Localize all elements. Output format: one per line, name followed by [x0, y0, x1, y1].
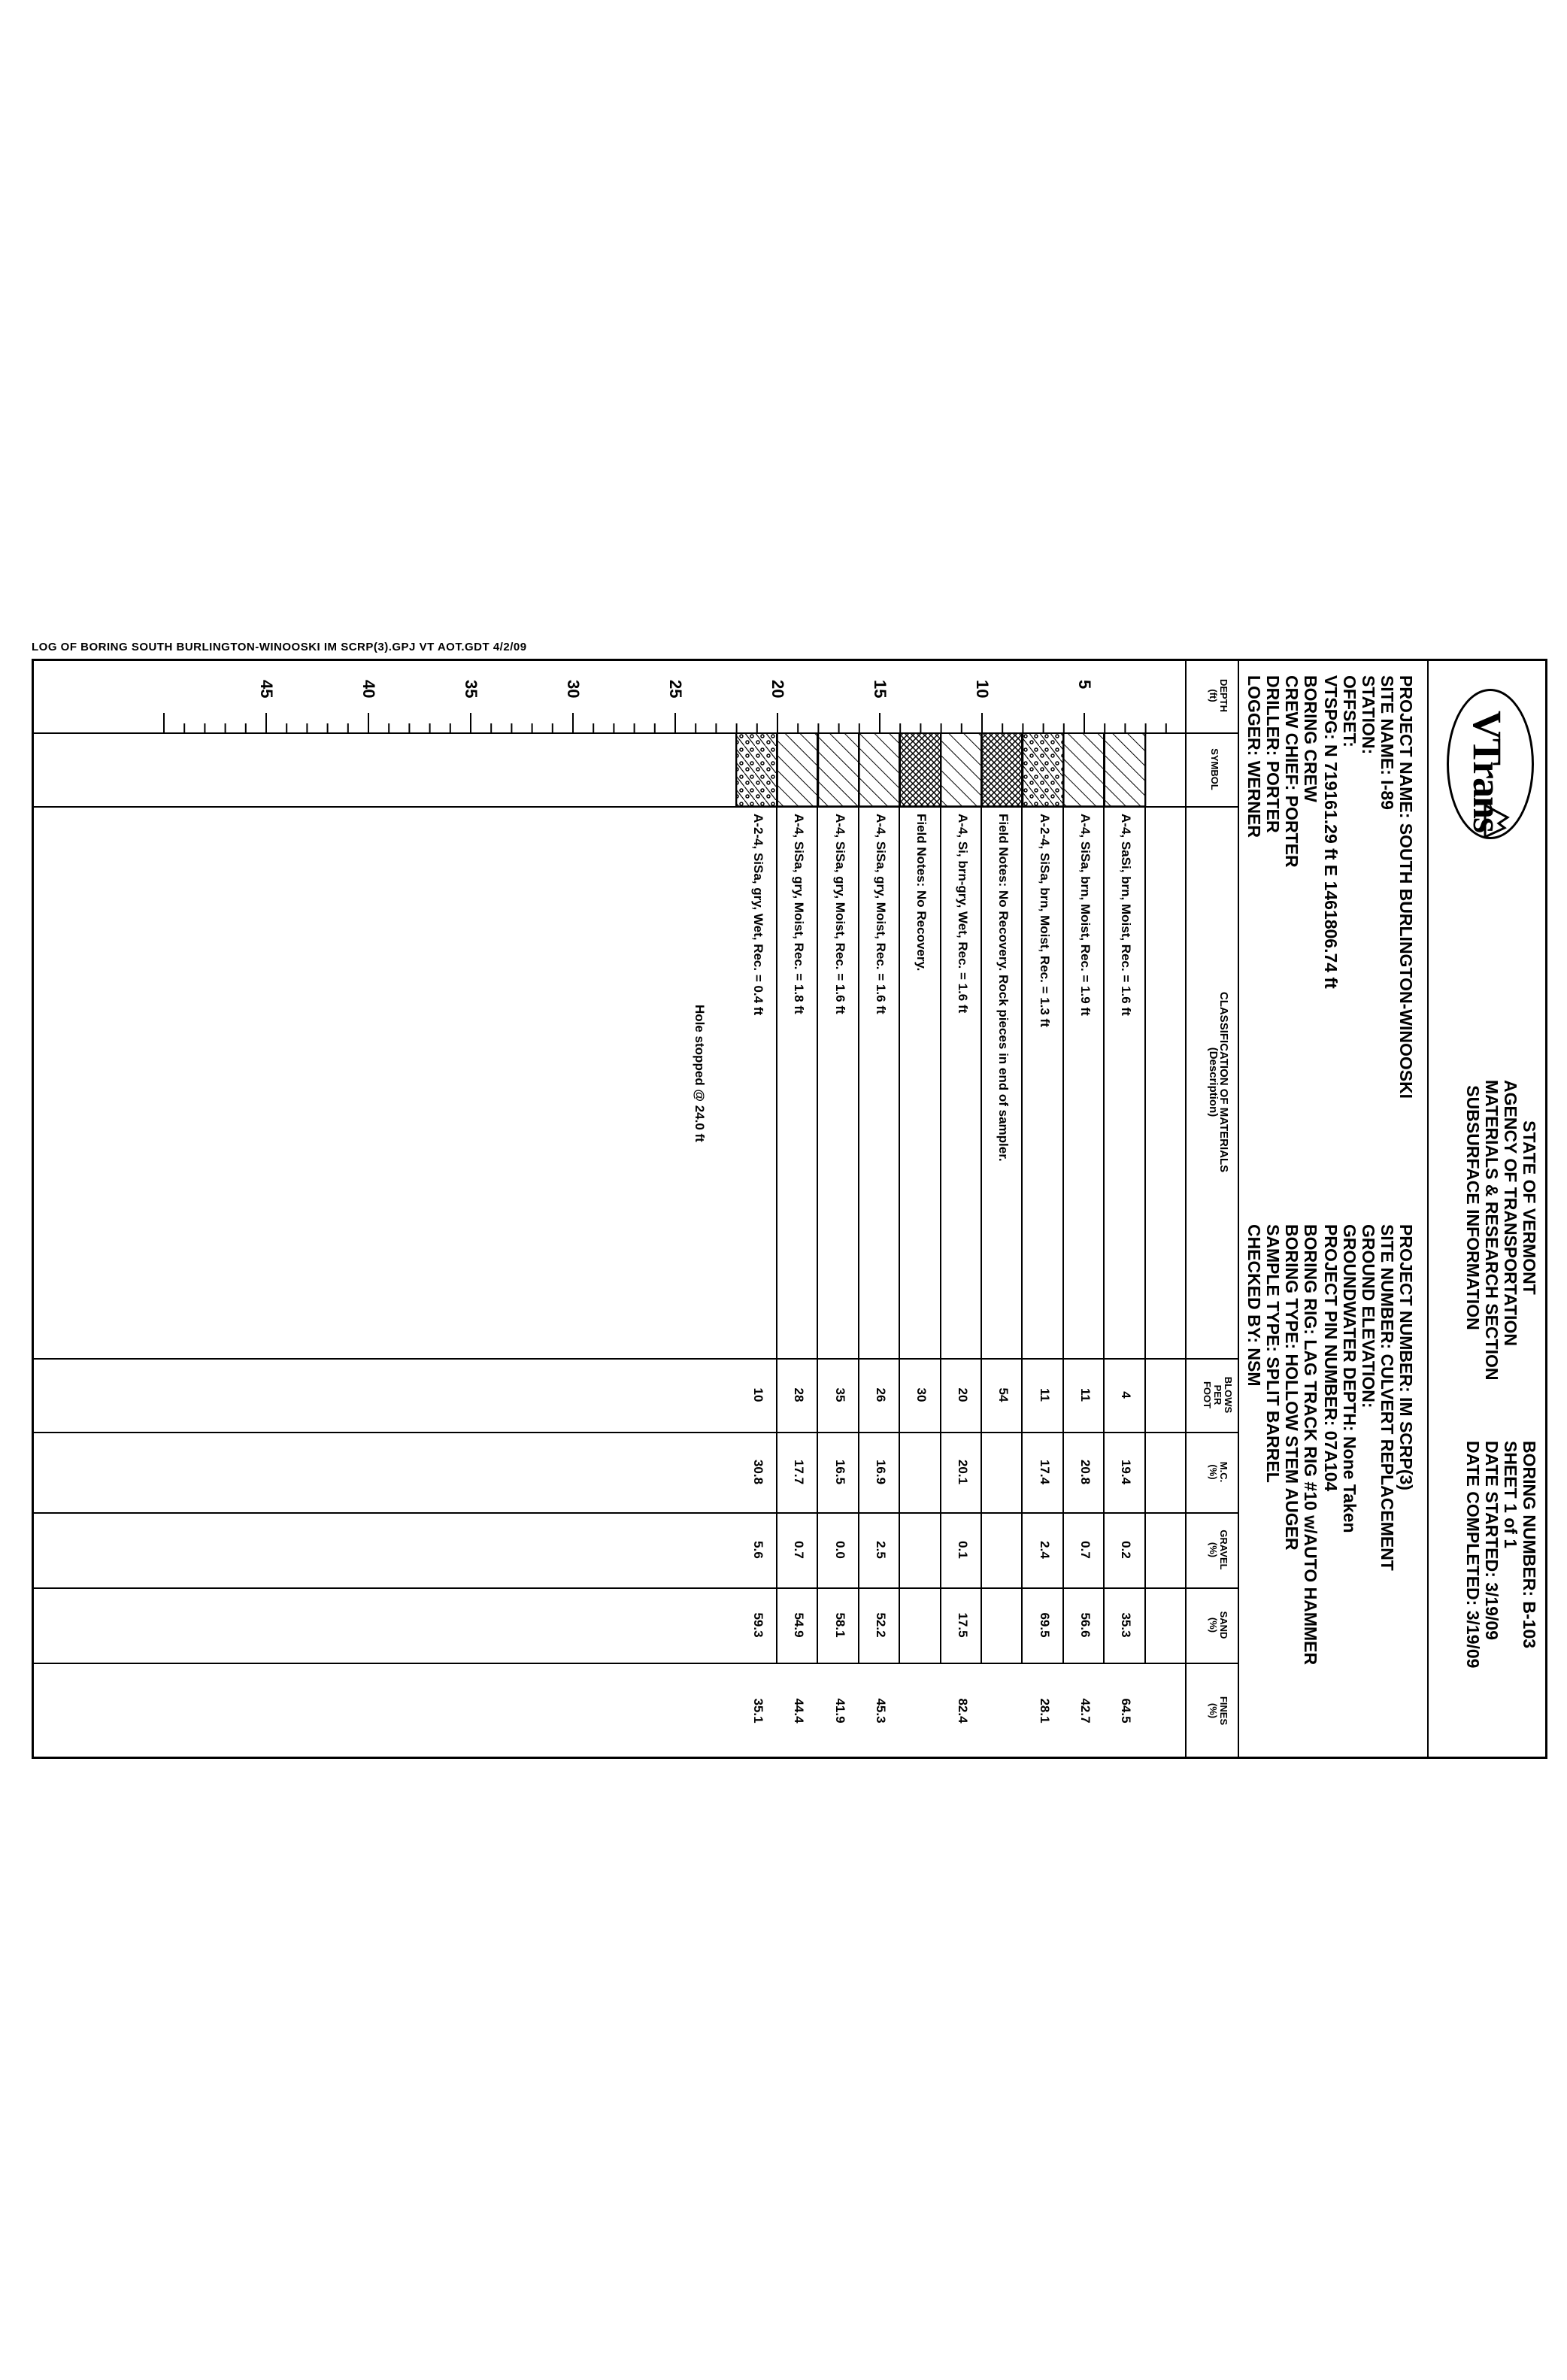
col-header-sand-unit: (%): [1208, 1617, 1219, 1633]
sample-description: Field Notes: No Recovery. Rock pieces in end of sampler.: [996, 814, 1011, 1162]
fines-percent: 82.4: [955, 1698, 970, 1724]
moisture-content: 16.5: [832, 1459, 847, 1485]
col-header-sand-label: SAND: [1218, 1611, 1229, 1639]
column-header-bottom: [1185, 659, 1187, 1759]
row-divider: [899, 732, 900, 1663]
col-divider-gravel: [32, 1587, 1239, 1589]
boring-rig: BORING RIG: LAG TRACK RIG #10 w/AUTO HAMMER: [1301, 1224, 1320, 1666]
sample-description: A-4, SiSa, gry, Moist, Rec. = 1.6 ft: [874, 814, 888, 1014]
sand-percent: 59.3: [750, 1612, 765, 1638]
gravel-percent: 0.0: [832, 1541, 847, 1559]
row-divider: [735, 732, 737, 806]
gravel-percent: 2.4: [1037, 1541, 1052, 1559]
row-divider: [981, 732, 982, 1663]
row-divider: [1021, 732, 1023, 1663]
fines-percent: 45.3: [874, 1698, 888, 1724]
gravel-percent: 0.1: [955, 1541, 970, 1559]
fines-percent: 44.4: [792, 1698, 807, 1724]
col-header-classification: [1208, 806, 1229, 1358]
col-header-sand: [1208, 1587, 1229, 1663]
project-name: PROJECT NAME: SOUTH BURLINGTON-WINOOSKI: [1396, 675, 1416, 1099]
row-divider: [940, 732, 941, 1663]
gravel-percent: 0.7: [1078, 1541, 1093, 1559]
row-divider: [817, 732, 818, 1663]
gravel-percent: 5.6: [750, 1541, 765, 1559]
logo-text: VTrans: [1465, 711, 1510, 832]
title-line: SUBSURFACE INFORMATION: [1463, 1085, 1483, 1330]
blows-per-foot: 4: [1119, 1391, 1134, 1399]
site-name: SITE NAME: I-89: [1378, 675, 1397, 810]
groundwater-depth: GROUNDWATER DEPTH: None Taken: [1340, 1224, 1359, 1533]
footer-stamp: LOG OF BORING SOUTH BURLINGTON-WINOOSKI IM SCRP(3).GPJ VT AOT.GDT 4/2/09: [32, 641, 527, 653]
offset: OFFSET:: [1340, 675, 1359, 747]
fines-percent: 41.9: [832, 1698, 847, 1724]
col-header-fines: [1208, 1663, 1229, 1759]
depth-tick-label: 40: [359, 680, 378, 699]
col-divider-sand: [32, 1663, 1239, 1664]
col-header-blows-l3: FOOT: [1202, 1381, 1213, 1409]
title-line: MATERIALS & RESEARCH SECTION: [1482, 1080, 1502, 1381]
col-header-depth-unit: (ft): [1208, 689, 1219, 702]
sand-percent: 56.6: [1078, 1612, 1093, 1638]
vtrans-logo: [1447, 689, 1534, 839]
date-started: DATE STARTED: 3/19/09: [1482, 1441, 1502, 1640]
col-header-mc-label: M.C.: [1218, 1461, 1229, 1483]
gravel-percent: 2.5: [874, 1541, 888, 1559]
fines-percent: 35.1: [750, 1698, 765, 1724]
moisture-content: 16.9: [874, 1459, 888, 1485]
col-divider-blows: [32, 1432, 1239, 1433]
depth-tick-label: 5: [1075, 680, 1094, 690]
project-info-left: [1244, 675, 1415, 1099]
soil-symbol: [982, 732, 1023, 806]
row-divider: [1062, 732, 1064, 1663]
col-header-gravel: [1208, 1512, 1229, 1587]
project-pin: PROJECT PIN NUMBER: 07A104: [1321, 1224, 1341, 1492]
blows-per-foot: 54: [996, 1387, 1011, 1402]
boring-log-sheet: [32, 659, 1547, 1759]
blows-per-foot: 10: [750, 1387, 765, 1402]
blows-per-foot: 20: [955, 1387, 970, 1402]
sand-percent: 35.3: [1119, 1612, 1134, 1638]
sample-description: A-4, SaSi, brn, Moist, Rec. = 1.6 ft: [1119, 814, 1134, 1016]
soil-symbol: [1105, 732, 1145, 806]
soil-symbol: [941, 732, 982, 806]
col-header-blows: [1202, 1358, 1233, 1432]
col-header-mc: [1208, 1432, 1229, 1512]
date-completed: DATE COMPLETED: 3/19/09: [1463, 1441, 1483, 1669]
col-header-depth-label: DEPTH: [1218, 678, 1229, 713]
boring-number: BORING NUMBER: B-103: [1520, 1441, 1539, 1649]
station: STATION:: [1359, 675, 1378, 755]
blows-per-foot: 35: [832, 1387, 847, 1402]
blows-per-foot: 28: [792, 1387, 807, 1402]
logger: LOGGER: WERNER: [1244, 675, 1264, 838]
hole-stopped-note: Hole stopped @ 24.0 ft: [692, 1005, 707, 1142]
header-divider: [1427, 659, 1429, 1759]
blows-per-foot: 30: [914, 1387, 929, 1402]
sheet-count: SHEET 1 of 1: [1501, 1441, 1520, 1549]
ground-elevation: GROUND ELEVATION:: [1359, 1224, 1378, 1408]
depth-tick-label: 30: [564, 680, 583, 699]
col-divider-symbol: [32, 806, 1239, 808]
title-line: AGENCY OF TRANSPORTATION: [1501, 1080, 1520, 1346]
boring-info: [1463, 1441, 1538, 1668]
col-header-fines-unit: (%): [1208, 1702, 1219, 1719]
crew-chief: CREW CHIEF: PORTER: [1282, 675, 1302, 868]
sample-type: SAMPLE TYPE: SPLIT BARREL: [1263, 1224, 1283, 1483]
col-header-blows-l2: PER: [1212, 1384, 1223, 1405]
soil-symbol: [1023, 732, 1063, 806]
fines-percent: 42.7: [1078, 1698, 1093, 1724]
row-divider: [776, 732, 777, 1663]
sand-percent: 17.5: [955, 1612, 970, 1638]
column-header-top: [1238, 659, 1239, 1759]
row-divider: [1103, 732, 1105, 1663]
col-header-symbol: SYMBOL: [1209, 748, 1220, 790]
moisture-content: 20.1: [955, 1459, 970, 1485]
col-header-fines-label: FINES: [1218, 1696, 1229, 1726]
sample-description: A-4, SiSa, gry, Moist, Rec. = 1.6 ft: [832, 814, 847, 1014]
depth-tick-label: 25: [666, 680, 685, 699]
sample-description: A-2-4, SiSa, gry, Wet, Rec. = 0.4 ft: [750, 814, 765, 1016]
gravel-percent: 0.2: [1119, 1541, 1134, 1559]
soil-symbol: [818, 732, 859, 806]
col-header-mc-unit: (%): [1208, 1464, 1219, 1480]
fines-percent: 64.5: [1119, 1698, 1134, 1724]
project-info-right: [1244, 1224, 1415, 1665]
moisture-content: 17.7: [792, 1459, 807, 1485]
depth-axis: [32, 659, 1187, 732]
blows-per-foot: 26: [874, 1387, 888, 1402]
sand-percent: 69.5: [1037, 1612, 1052, 1638]
moisture-content: 20.8: [1078, 1459, 1093, 1485]
project-number: PROJECT NUMBER: IM SCRP(3): [1396, 1224, 1416, 1490]
header-title: [1463, 1080, 1539, 1381]
moisture-content: 19.4: [1119, 1459, 1134, 1485]
col-header-blows-l1: BLOWS: [1223, 1376, 1234, 1414]
col-header-depth: [1208, 659, 1229, 732]
sand-percent: 52.2: [874, 1612, 888, 1638]
site-number: SITE NUMBER: CULVERT REPLACEMENT: [1378, 1224, 1397, 1571]
row-divider: [858, 732, 859, 1663]
vtspg: VTSPG: N 719161.29 ft E 1461806.74 ft: [1321, 675, 1341, 989]
depth-tick-label: 15: [871, 680, 890, 699]
soil-symbol: [777, 732, 818, 806]
sample-description: A-4, SiSa, brn, Moist, Rec. = 1.9 ft: [1078, 814, 1093, 1016]
col-header-class-label: CLASSIFICATION OF MATERIALS: [1217, 991, 1230, 1173]
soil-symbol: [859, 732, 900, 806]
depth-tick-label: 45: [257, 680, 276, 699]
moisture-content: 17.4: [1037, 1459, 1052, 1485]
soil-symbol: [1064, 732, 1105, 806]
moisture-content: 30.8: [750, 1459, 765, 1485]
col-header-gravel-label: GRAVEL: [1218, 1530, 1229, 1570]
blows-per-foot: 11: [1078, 1388, 1093, 1402]
checked-by: CHECKED BY: NSM: [1244, 1224, 1264, 1387]
sand-percent: 54.9: [792, 1612, 807, 1638]
soil-symbol: [737, 732, 777, 806]
sample-description: A-4, Si, brn-gry, Wet, Rec. = 1.6 ft: [955, 814, 970, 1014]
driller: DRILLER: PORTER: [1263, 675, 1283, 833]
depth-tick-label: 20: [768, 680, 787, 699]
depth-tick-label: 35: [462, 680, 480, 699]
blows-per-foot: 11: [1037, 1388, 1052, 1402]
sand-percent: 58.1: [832, 1612, 847, 1638]
boring-crew: BORING CREW: [1301, 675, 1320, 802]
sample-description: A-2-4, SiSa, brn, Moist, Rec. = 1.3 ft: [1037, 814, 1052, 1027]
soil-symbol-column: [32, 732, 1187, 806]
row-divider: [1144, 732, 1146, 1663]
soil-symbol: [900, 732, 941, 806]
sample-description: Field Notes: No Recovery.: [914, 814, 929, 972]
col-header-class-sub: (Description): [1207, 1047, 1220, 1117]
fines-percent: 28.1: [1037, 1698, 1052, 1724]
depth-tick-label: 10: [973, 680, 992, 699]
col-divider-class: [32, 1358, 1239, 1360]
boring-type: BORING TYPE: HOLLOW STEM AUGER: [1282, 1224, 1302, 1551]
title-line: STATE OF VERMONT: [1520, 1120, 1539, 1295]
mountain-icon: [1484, 804, 1514, 838]
gravel-percent: 0.7: [792, 1541, 807, 1559]
col-divider-mc: [32, 1512, 1239, 1514]
sample-description: A-4, SiSa, gry, Moist, Rec. = 1.8 ft: [792, 814, 807, 1014]
col-header-gravel-unit: (%): [1208, 1542, 1219, 1558]
